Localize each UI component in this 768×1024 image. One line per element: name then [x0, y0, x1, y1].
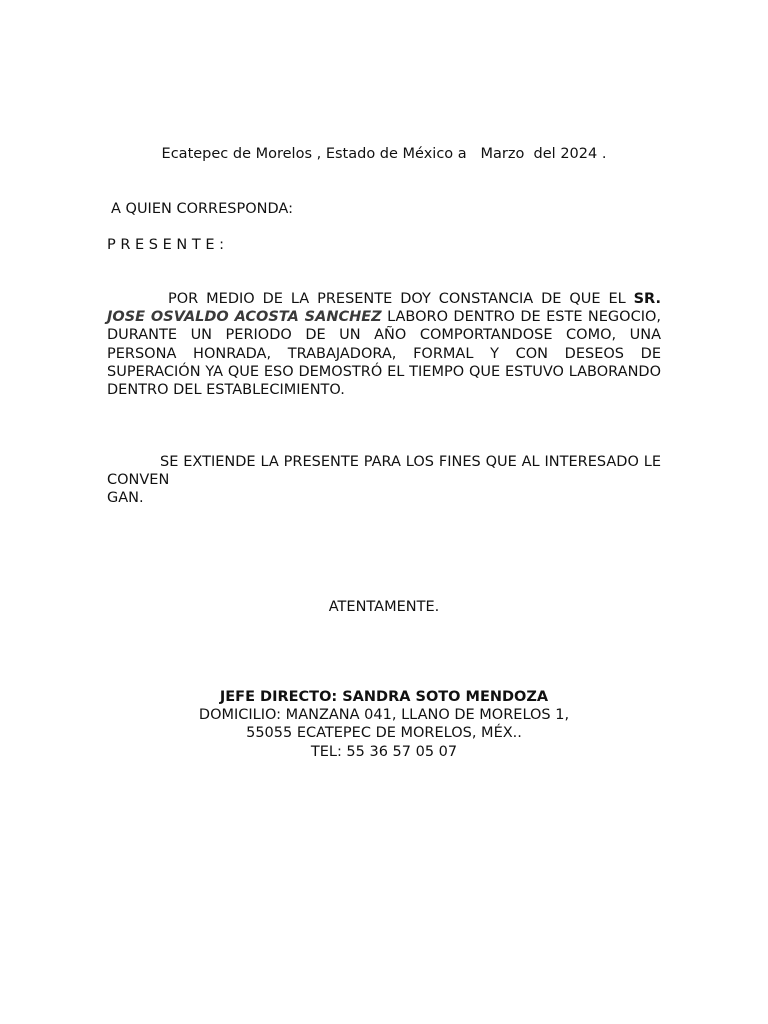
- employee-name: JOSE OSVALDO ACOSTA SANCHEZ: [107, 309, 382, 326]
- paragraph-1-rest: LABORO DENTRO DE ESTE NEGOCIO, DURANTE UN PERIODO DE UN AÑO COMPORTANDOSE COMO, UNA PERSONA HONRADA, TRABAJADORA, FORMAL Y CON DESEOS DE SUPERACIÓN YA QUE ESO DEMOSTRÓ EL TIEMPO QUE ESTUVO LABORANDO DENTRO DEL ESTABLECIMIENTO.: [107, 309, 661, 399]
- paragraph-1-intro: POR MEDIO DE LA PRESENTE DOY CONSTANCIA DE QUE EL: [168, 291, 634, 307]
- honorific: SR.: [633, 291, 661, 307]
- closing-text: ATENTAMENTE.: [328, 599, 440, 615]
- address-line-1: DOMICILIO: MANZANA 041, LLANO DE MORELOS 1,: [198, 707, 570, 724]
- body-paragraph-1: [107, 290, 661, 399]
- place-date-line: Ecatepec de Morelos , Estado de México a Marzo del 2024 .: [161, 146, 607, 162]
- presente-heading: P R E S E N T E :: [107, 237, 224, 253]
- address-line-2: 55055 ECATEPEC DE MORELOS, MÉX..: [246, 725, 522, 742]
- body-paragraph-2: [107, 453, 661, 508]
- signature-block: [0, 688, 768, 761]
- salutation: A QUIEN CORRESPONDA:: [111, 201, 293, 217]
- paragraph-2-line-2: GAN.: [107, 490, 144, 507]
- phone-number: TEL: 55 36 57 05 07: [310, 743, 458, 760]
- signer-name: JEFE DIRECTO: SANDRA SOTO MENDOZA: [219, 689, 549, 705]
- paragraph-2-line-1: SE EXTIENDE LA PRESENTE PARA LOS FINES QUE AL INTERESADO LE CONVEN: [107, 454, 661, 489]
